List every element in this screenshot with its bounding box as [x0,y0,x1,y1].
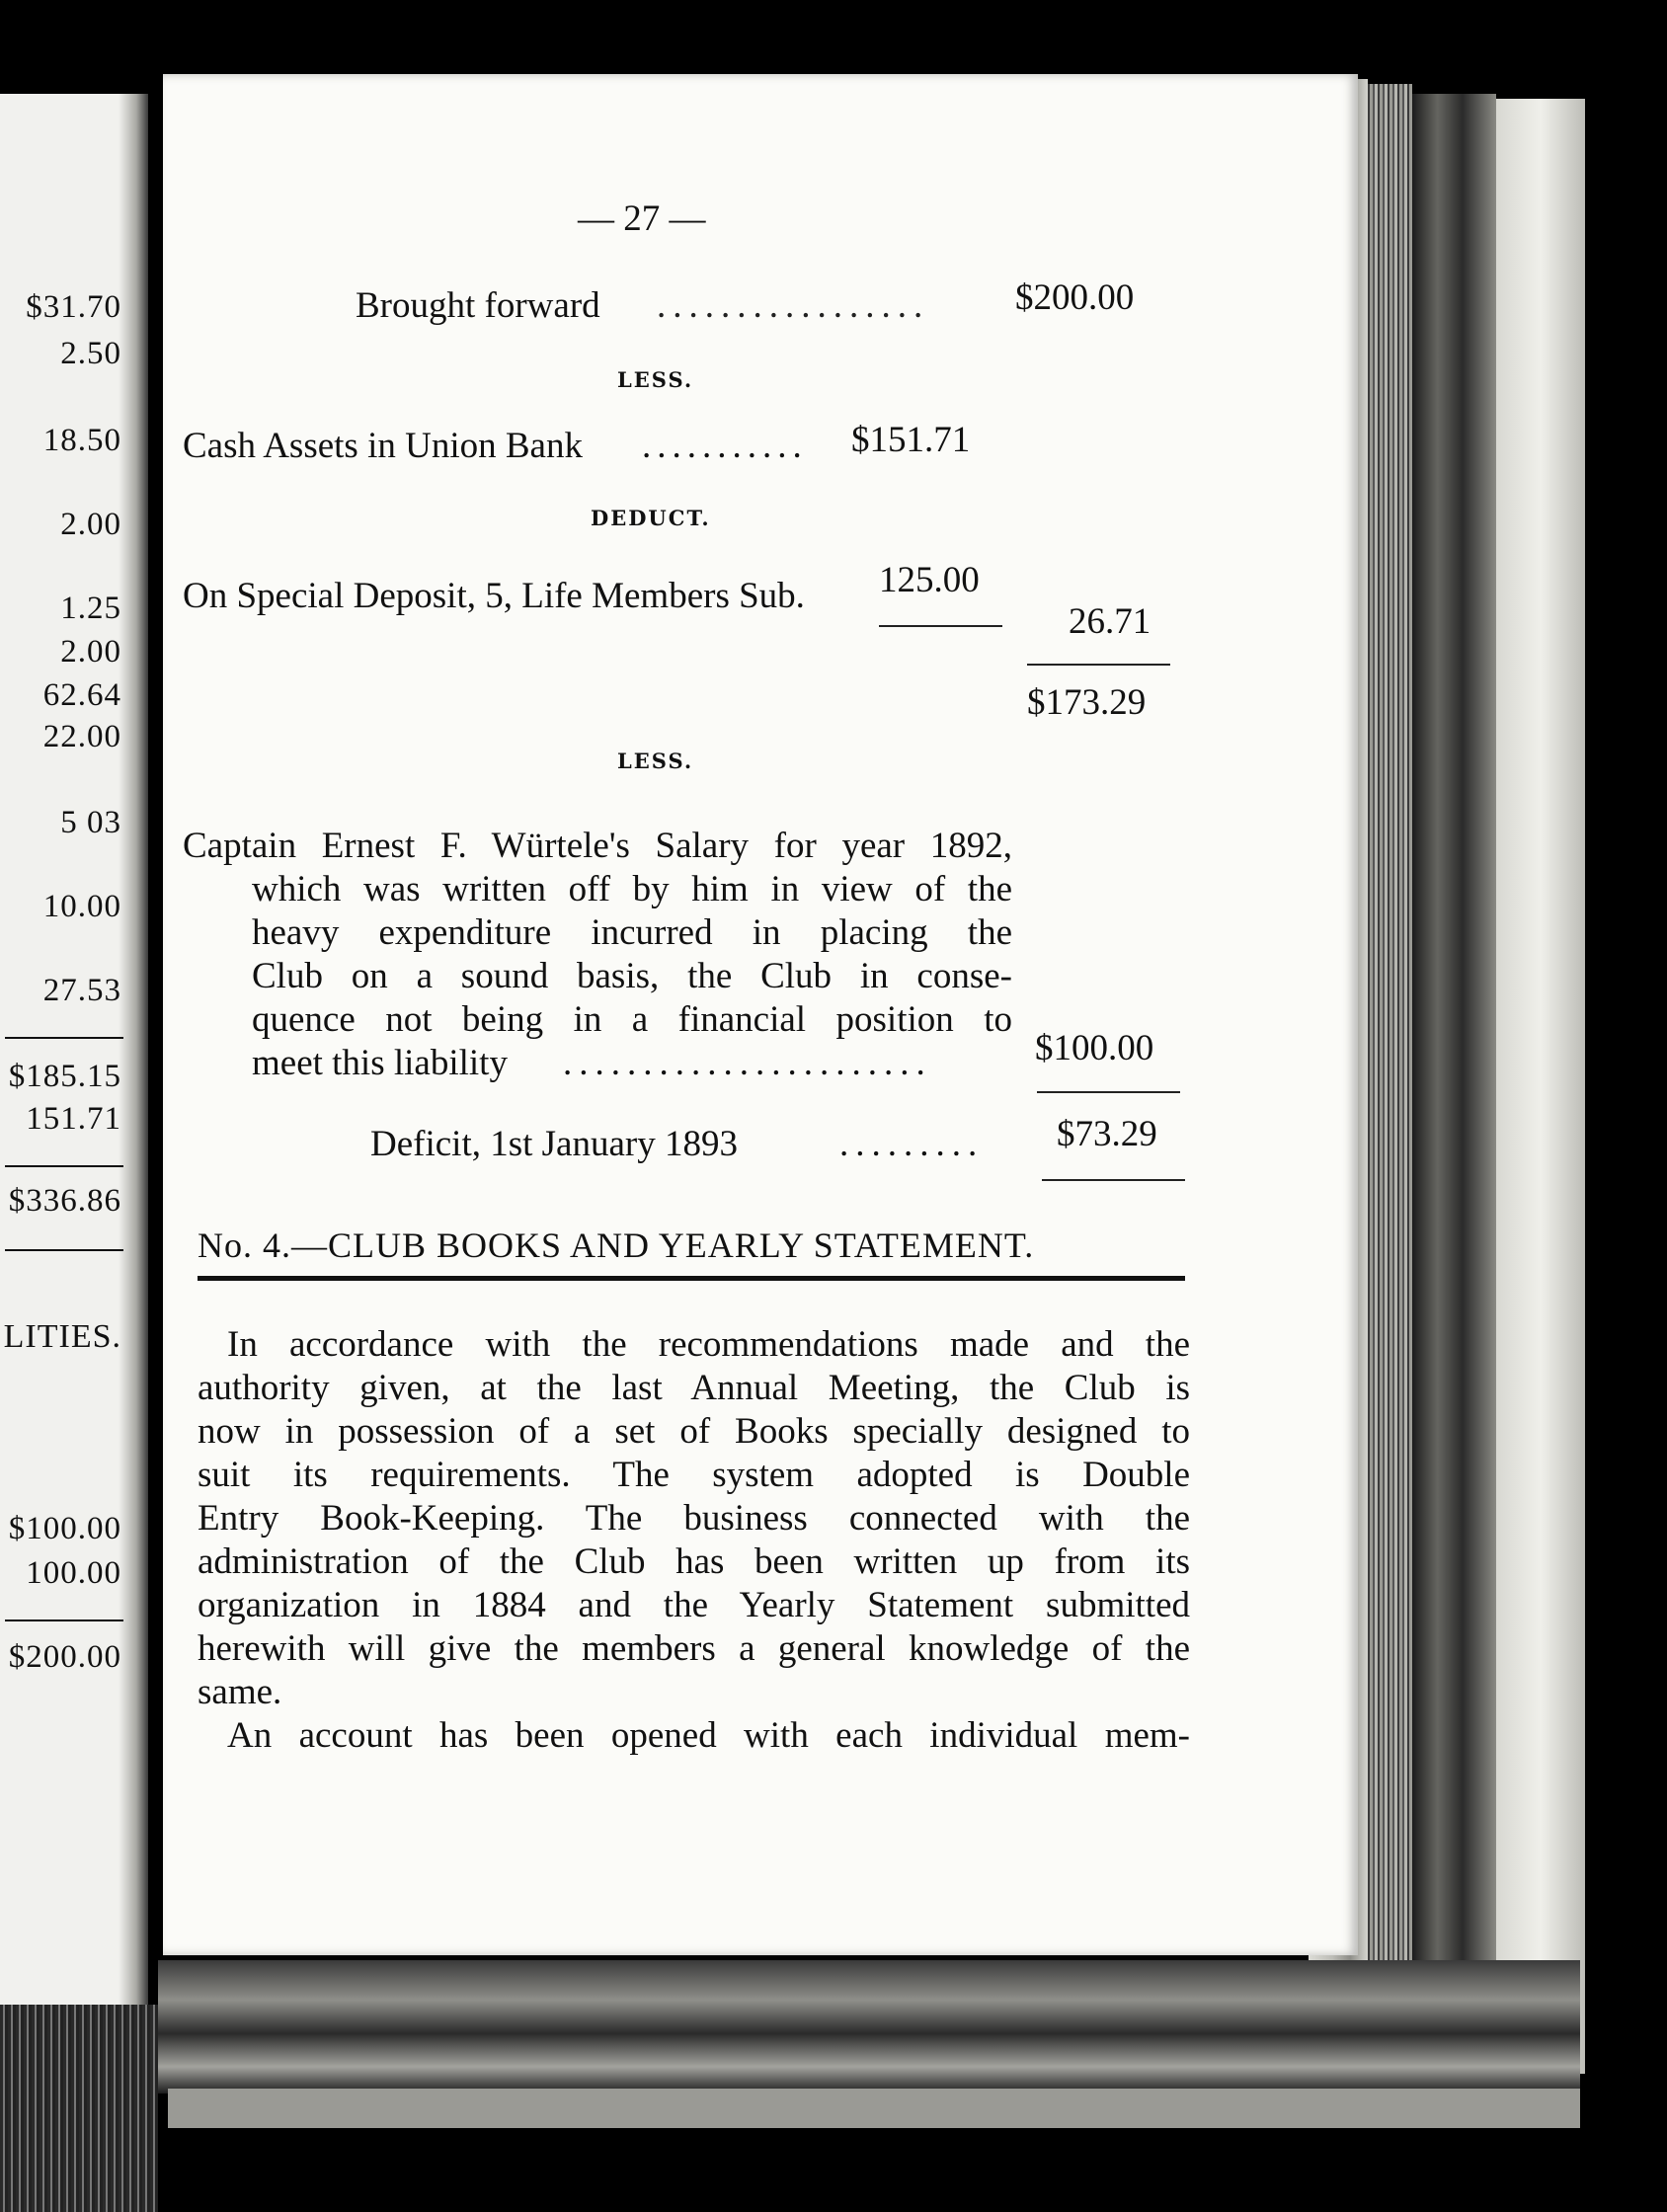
bottom-page-edges [158,1960,1580,2094]
body-line: administration of the Club has been written up from its [198,1541,1190,1582]
body-line: now in possession of a set of Books specially designed to [198,1411,1190,1452]
cash-assets-amount: $151.71 [851,420,971,460]
page-edge-stack [1368,84,1412,1990]
special-deposit-rule [879,625,1002,627]
subtotal-rule [1027,664,1170,666]
salary-line: Captain Ernest F. Würtele's Salary for year 1892, [183,826,1012,866]
body-line: same. [198,1672,282,1712]
book-board-edge [1496,99,1585,2074]
section-heading: No. 4.—CLUB BOOKS AND YEARLY STATEMENT. [198,1225,1035,1265]
subtotal-amount: $173.29 [1027,682,1147,723]
salary-amount: $100.00 [1035,1028,1154,1068]
body-line: authority given, at the last Annual Meeting, the Club is [198,1368,1190,1408]
left-amount: $185.15 [8,1059,121,1094]
left-amount: $31.70 [26,289,121,325]
left-sum-rule [5,1037,123,1039]
left-amount: 10.00 [42,889,121,924]
salary-line: Club on a sound basis, the Club in conse- [252,956,1012,996]
left-sum-rule [5,1620,123,1621]
deficit-amount: $73.29 [1057,1114,1157,1154]
left-amount: 1.25 [60,591,121,626]
cash-assets-label: Cash Assets in Union Bank [183,426,583,466]
body-line: suit its requirements. The system adopted is Double [198,1455,1190,1495]
left-amount: $336.86 [8,1183,121,1219]
leader-dots: ................. [657,285,930,326]
section-heading-rule [198,1276,1185,1281]
leader-dots: ......... [839,1124,985,1164]
body-paragraph [198,1323,1190,1758]
left-amount: 62.64 [42,677,121,713]
salary-line: heavy expenditure incurred in placing the [252,912,1012,953]
deficit-rule [1042,1179,1185,1181]
left-amount: 18.50 [42,423,121,458]
less-heading: LESS. [617,367,694,392]
deduct-heading: DEDUCT. [591,506,711,530]
left-amount: 100.00 [26,1555,121,1591]
left-amount: 2.50 [60,336,121,371]
salary-line: which was written off by him in view of the [252,869,1012,909]
left-gutter-shadow [119,94,148,2158]
left-amount: 22.00 [42,719,121,754]
body-line: Entry Book-Keeping. The business connected with the [198,1498,1190,1539]
salary-line: meet this liability [252,1043,508,1083]
left-amount: 2.00 [60,634,121,670]
left-amount: 27.53 [42,973,121,1008]
salary-rule [1037,1091,1180,1093]
body-line: herewith will give the members a general knowledge of the [198,1628,1190,1669]
bottom-board-strip [168,2089,1580,2128]
less-heading-2: LESS. [617,749,694,773]
left-amount: $100.00 [8,1511,121,1546]
left-amount: 5 03 [60,805,121,840]
special-deposit-amount: 125.00 [879,560,980,600]
book-cover-edge [1412,94,1496,1970]
leader-dots: ....................... [563,1043,932,1083]
left-amount: 2.00 [60,507,121,542]
brought-forward-amount: $200.00 [1015,277,1135,318]
body-line-last: An account has been opened with each individual mem- [227,1715,1190,1756]
special-deposit-label: On Special Deposit, 5, Life Members Sub. [183,576,805,616]
leader-dots: ........... [642,426,808,466]
salary-line: quence not being in a financial position to [252,999,1012,1040]
brought-forward-label: Brought forward [356,285,600,326]
left-sum-rule [5,1165,123,1167]
left-amount: 151.71 [26,1101,121,1137]
body-line: organization in 1884 and the Yearly Statement submitted [198,1585,1190,1625]
deficit-label: Deficit, 1st January 1893 [370,1124,738,1164]
net-amount: 26.71 [1069,601,1151,642]
body-line: In accordance with the recommendations made and the [227,1324,1190,1365]
left-page-bottom-edge [0,2005,158,2212]
page-number: — 27 — [578,198,706,239]
left-amount: $200.00 [8,1639,121,1675]
left-heading: LITIES. [3,1318,121,1355]
left-sum-rule [5,1249,123,1251]
